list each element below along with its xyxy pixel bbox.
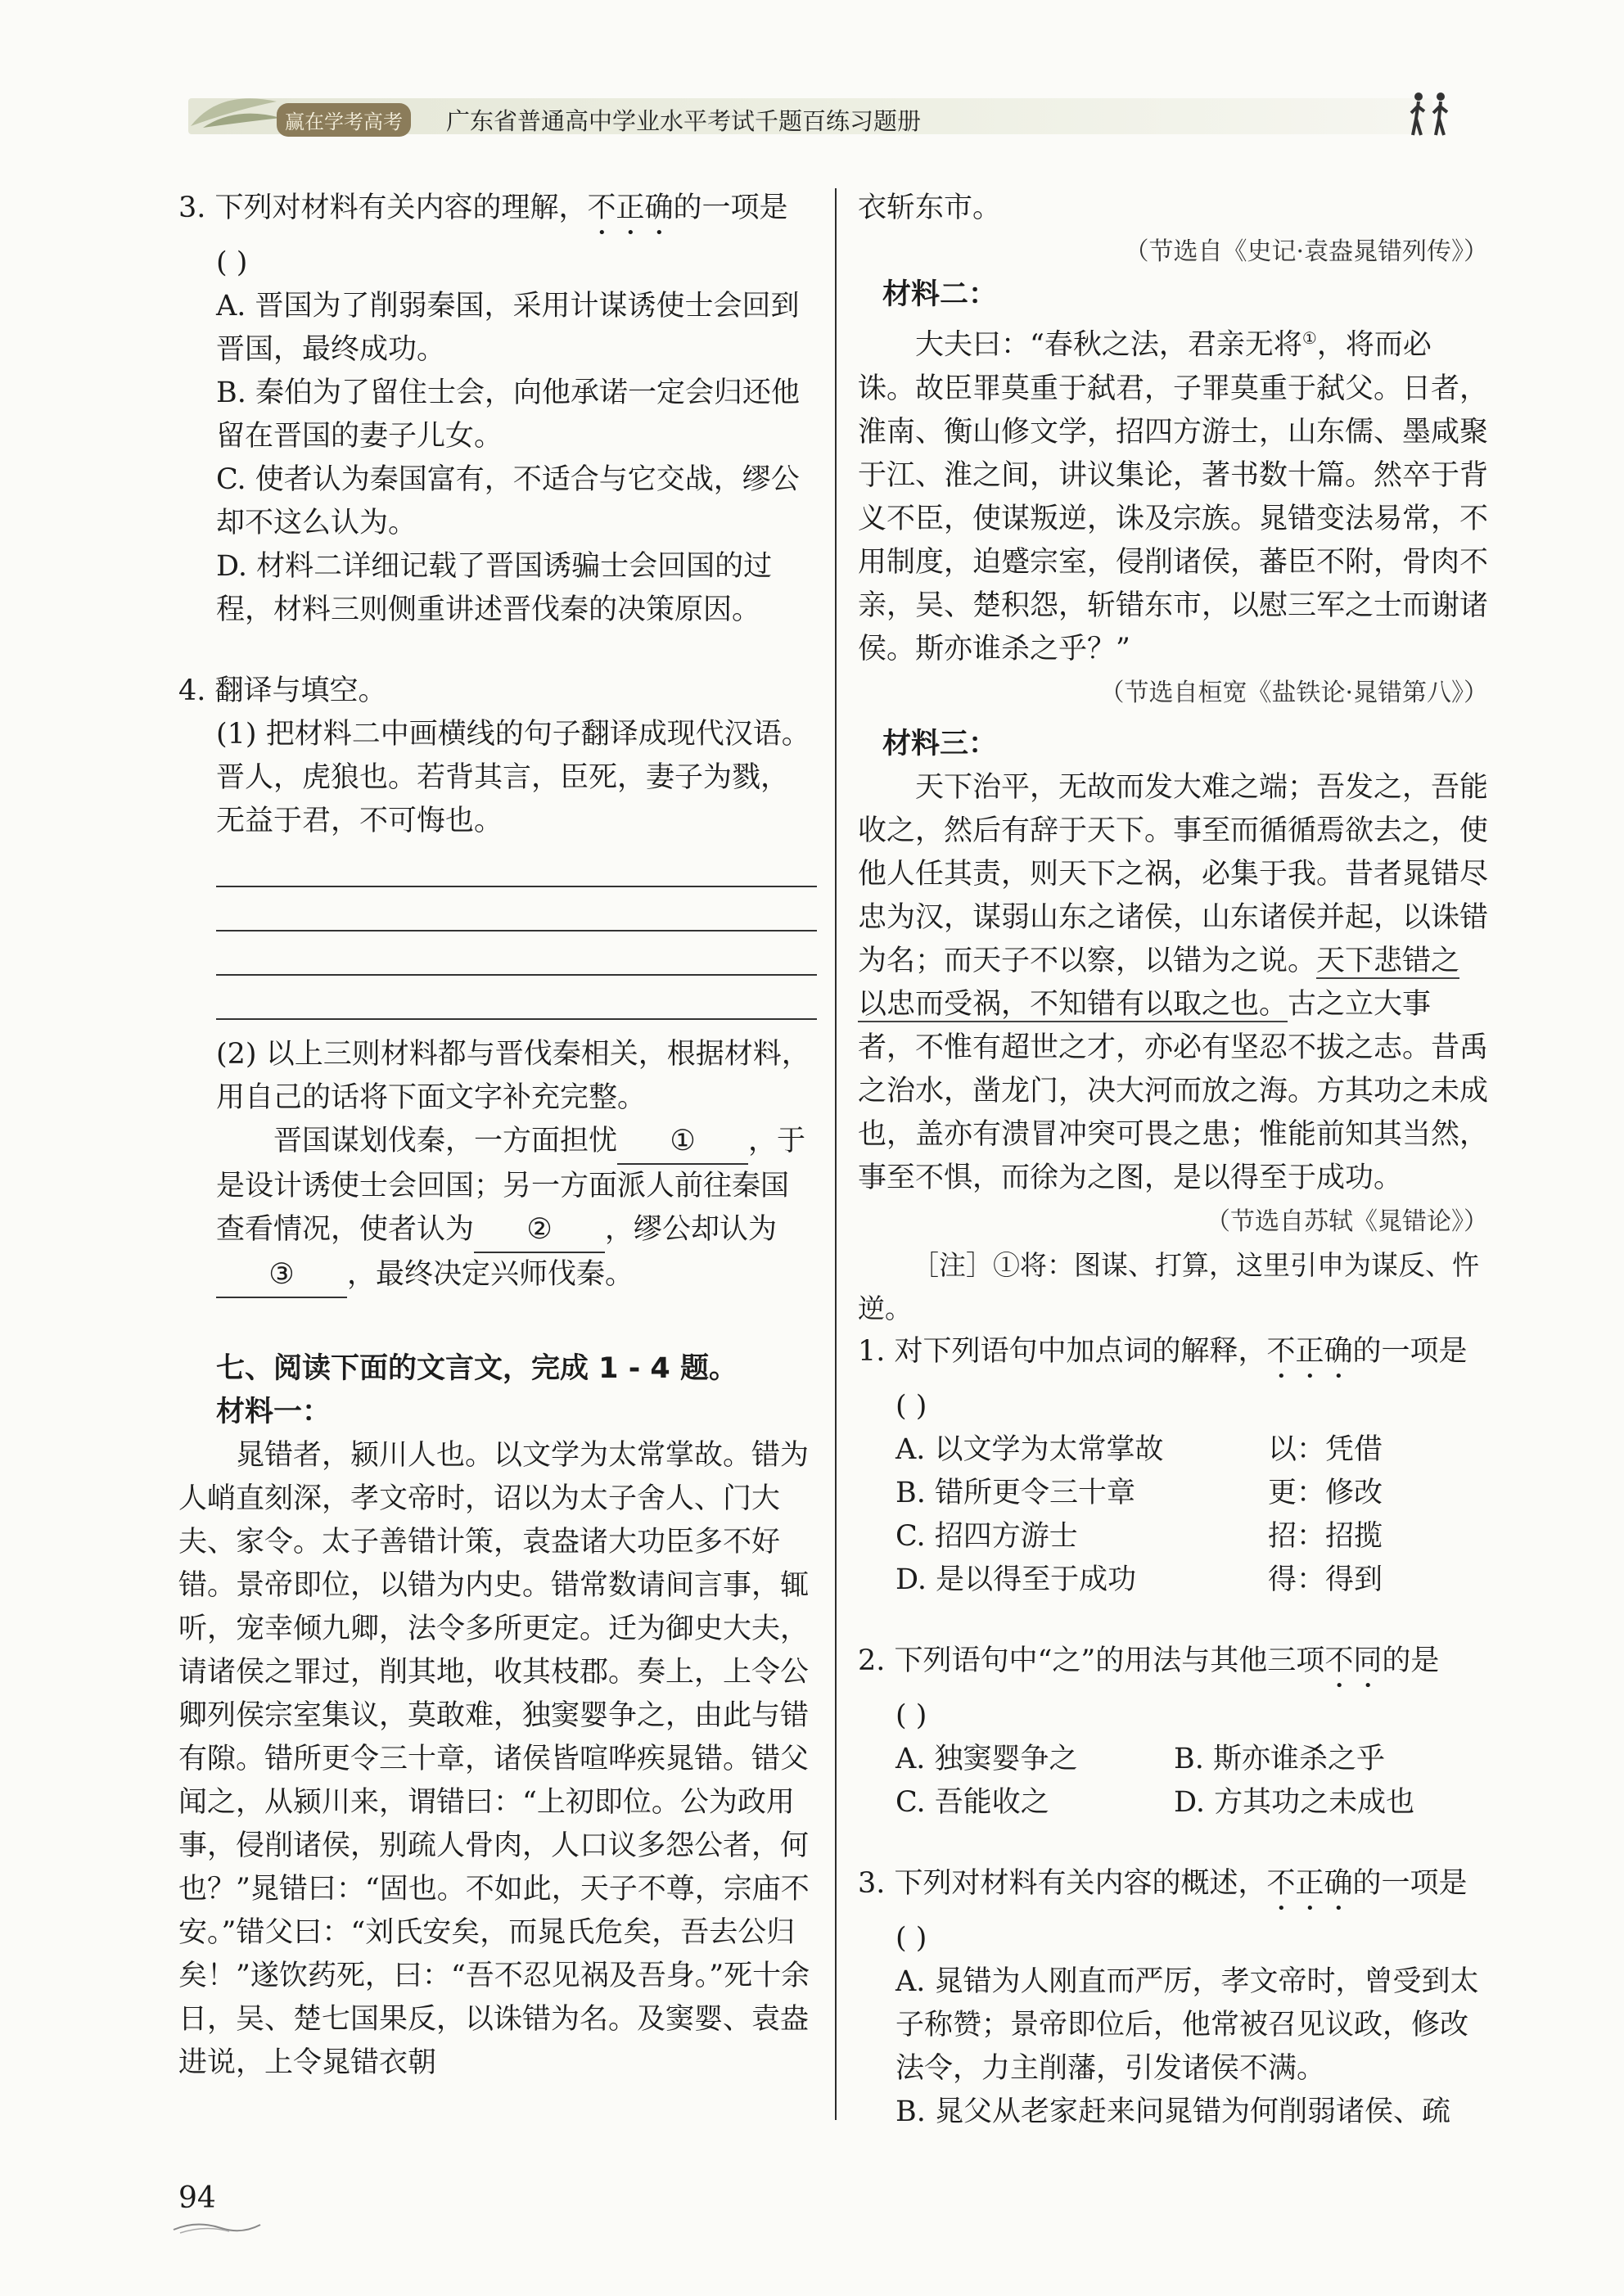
footer-ornament-icon <box>172 2220 262 2238</box>
option-a: A. 晋国为了削弱秦国，采用计谋诱使士会回到晋国，最终成功。 <box>216 290 800 366</box>
material-2-source: （节选自桓宽《盐铁论·晁错第八》） <box>1099 678 1488 707</box>
answer-line[interactable] <box>216 843 817 887</box>
answer-line[interactable] <box>216 931 817 976</box>
material-2-text: 大夫曰：“春秋之法，君亲无将①，将而必诛。故臣罪莫重于弑君，子罪莫重于弑父。日者，淮南、衡山修文学，招四方游士，山东儒、墨咸聚于江、淮之间，讲议集论，著书数十篇。然卒于背义不臣，使谋叛逆，诛及宗族。晁错变法易常，不用制度，迫蹙宗室，侵削诸侯，蕃臣不附，骨肉不亲，吴、楚积怨，斩错东市，以慰三军之士而谢诸侯。斯亦谁杀之乎？” <box>858 328 1489 665</box>
material-3-label: 材料三： <box>882 727 998 760</box>
option-b: B. 晁父从老家赶来问晁错为何削弱诸侯、疏 <box>895 2095 1450 2128</box>
material-1-source: （节选自《史记·袁盎晁错列传》） <box>1124 237 1488 266</box>
question-1-stem: 1. 对下列语句中加点词的解释，不正确的一项是 <box>858 1334 1468 1368</box>
answer-paren: ( ) <box>216 246 248 279</box>
translate-sentence-1: 晋人，虎狼也。若背其言，臣死，妻子为戮， <box>216 761 790 794</box>
option-row <box>858 1738 1488 1781</box>
question-3-stem: 3. 下列对材料有关内容的理解，不正确的一项是 <box>178 192 788 224</box>
material-2-label: 材料二： <box>882 278 998 311</box>
translate-sentence-2: 无益于君，不可悔也。 <box>216 805 503 837</box>
footnote: ［注］①将：图谋、打算，这里引申为谋反、忤逆。 <box>858 1248 1479 1324</box>
header-badge: 赢在学考高考 <box>277 103 411 137</box>
question-2-stem: 2. 下列语句中“之”的用法与其他三项不同的是 <box>858 1644 1440 1677</box>
blank-2[interactable]: ② <box>474 1208 605 1253</box>
material-3-source: （节选自苏轼《晁错论》） <box>1206 1207 1488 1236</box>
option-a: A. 晁错为人刚直而严厉，孝文帝时，曾受到太子称赞；景帝即位后，他常被召见议政，修改法令，力主削藩，引发诸侯不满。 <box>895 1964 1479 2085</box>
fill-in-paragraph: 晋国谋划伐秦，一方面担忧 ① ，于是设计诱使士会回国；另一方面派人前往秦国查看情况，使者认为 ② ，缪公却认为③ ，最终决定兴师伐秦。 <box>178 1120 817 1298</box>
blank-3[interactable]: ③ <box>216 1253 347 1298</box>
material-1-end: 衣斩东市。 <box>858 192 1002 224</box>
option-b: B. 秦伯为了留住士会，向他承诺一定会归还他留在晋国的妻子儿女。 <box>216 377 800 453</box>
leaf-ornament-icon <box>187 85 285 134</box>
underlined-sentence: 天下悲错之以忠而受祸，不知错有以取之也。 <box>858 944 1460 1021</box>
page-number: 94 <box>178 2181 216 2215</box>
question-4-stem: 4. 翻译与填空。 <box>178 674 387 707</box>
option-row <box>858 1781 1488 1825</box>
option-row: C. 招四方游士 招：招揽 <box>895 1519 1383 1553</box>
left-column <box>178 187 817 2085</box>
option-a: A. 独窦婴争之 <box>895 1742 1078 1775</box>
header-title: 广东省普通高中学业水平考试千题百练习题册 <box>446 107 922 135</box>
blank-1[interactable]: ① <box>617 1120 748 1165</box>
question-4-sub1: (1) 把材料二中画横线的句子翻译成现代汉语。 <box>216 718 810 751</box>
answer-line[interactable] <box>216 887 817 931</box>
section-7-title: 七、阅读下面的文言文，完成 1 - 4 题。 <box>216 1352 738 1385</box>
option-d: D. 方其功之未成也 <box>1174 1785 1415 1819</box>
right-column <box>858 187 1488 2134</box>
footnote-mark: ① <box>1301 328 1317 348</box>
material-1-text: 晁错者，颍川人也。以文学为太常掌故。错为人峭直刻深，孝文帝时，诏以为太子舍人、门大夫、家令。太子善错计策，袁盎诸大功臣多不好错。景帝即位，以错为内史。错常数请间言事，辄听，宠幸倾九卿，法令多所更定。迁为御史大夫，请诸侯之罪过，削其地，收其枝郡。奏上，上令公卿列侯宗室集议，莫敢难，独窦婴争之，由此与错有隙。错所更令三十章，诸侯皆喧哗疾晁错。错父闻之，从颍川来，谓错曰：“上初即位。公为政用事，侵削诸侯，别疏人骨肉，人口议多怨公者，何也？”晁错曰：“固也。不如此，天子不尊，宗庙不安。”错父曰：“刘氏安矣，而晁氏危矣，吾去公归矣！”遂饮药死，曰：“吾不忍见祸及吾身。”死十余日，吴、楚七国果反，以诛错为名。及窦婴、袁盎进说，上令晁错衣朝 <box>178 1439 810 2079</box>
option-row: D. 是以得至于成功 得：得到 <box>895 1563 1383 1596</box>
question-3-stem: 3. 下列对材料有关内容的概述，不正确的一项是 <box>858 1866 1468 1900</box>
option-c: C. 使者认为秦国富有，不适合与它交战，缪公却不这么认为。 <box>216 463 800 539</box>
running-people-icon <box>1406 90 1455 139</box>
answer-paren: ( ) <box>895 1389 927 1423</box>
answer-line[interactable] <box>216 976 817 1020</box>
material-1-label: 材料一： <box>216 1396 332 1428</box>
column-divider <box>835 188 837 2120</box>
answer-paren: ( ) <box>895 1698 927 1732</box>
question-4-sub2: (2) 以上三则材料都与晋伐秦相关，根据材料，用自己的话将下面文字补充完整。 <box>216 1038 810 1114</box>
material-3-text: 天下治平，无故而发大难之端；吾发之，吾能收之，然后有辞于天下。事至而循循焉欲去之，使他人任其责，则天下之祸，必集于我。昔者晁错尽忠为汉，谋弱山东之诸侯，山东诸侯并起，以诛错为名；而天子不以察，以错为之说。天下悲错之以忠而受祸，不知错有以取之也。古之立大事者，不惟有超世之才，亦必有坚忍不拔之志。昔禹之治水，凿龙门，决大河而放之海。方其功之未成也，盖亦有溃冒冲突可畏之患；惟能前知其当然，事至不惧，而徐为之图，是以得至于成功。 <box>858 770 1489 1194</box>
option-c: C. 吾能收之 <box>895 1785 1049 1819</box>
option-d: D. 材料二详细记载了晋国诱骗士会回国的过程，材料三则侧重讲述晋伐秦的决策原因。 <box>216 550 773 626</box>
option-row: A. 以文学为太常掌故 以：凭借 <box>895 1432 1383 1466</box>
answer-paren: ( ) <box>895 1921 927 1955</box>
page-header <box>0 0 1624 164</box>
option-b: B. 斯亦谁杀之乎 <box>1174 1742 1385 1775</box>
option-row: B. 错所更令三十章 更：修改 <box>895 1476 1383 1509</box>
